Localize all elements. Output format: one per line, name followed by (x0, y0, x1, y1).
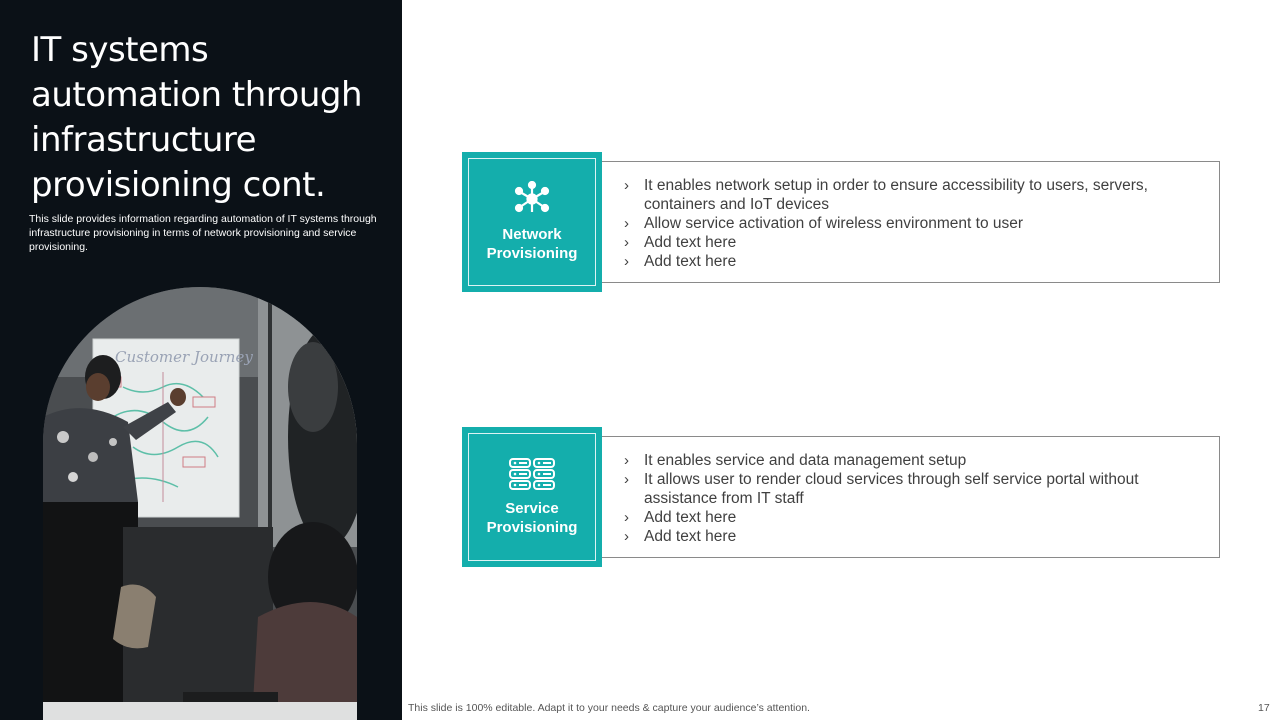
bullet-text: Allow service activation of wireless environment to user (644, 215, 1024, 232)
list-item (624, 470, 1184, 489)
list-item (624, 233, 1184, 252)
left-panel (0, 0, 402, 720)
bullet-text: assistance from IT staff (644, 490, 804, 507)
network-provisioning-label: Network Provisioning (486, 226, 578, 262)
bullet-text: Add text here (644, 528, 737, 545)
list-item (624, 214, 1184, 233)
footer-note: This slide is 100% editable. Adapt it to your needs & capture your audience’s attention. (408, 702, 810, 714)
list-item (624, 527, 1184, 546)
bullet-text: Add text here (644, 253, 737, 270)
network-nodes-icon (514, 181, 550, 217)
whiteboard-text: Customer Journey (115, 348, 253, 366)
service-provisioning-label: Service Provisioning (486, 500, 578, 536)
bullet-text: containers and IoT devices (644, 196, 829, 213)
bullet-text: Add text here (644, 509, 737, 526)
chevron-right-icon: › (624, 452, 629, 469)
title-line: automation through (31, 75, 362, 115)
chevron-right-icon: › (624, 234, 629, 251)
list-item (624, 508, 1184, 527)
bullet-text: It allows user to render cloud services through self service portal without (644, 471, 1139, 488)
chevron-right-icon: › (624, 215, 629, 232)
bullet-text: Add text here (644, 234, 737, 251)
chevron-right-icon: › (624, 471, 629, 488)
slide-title (31, 28, 401, 208)
server-stack-icon (508, 457, 556, 491)
network-provisioning-section (462, 152, 1222, 294)
network-bullet-list (624, 176, 1184, 271)
card-inner-border (468, 433, 596, 561)
list-item (624, 252, 1184, 271)
service-provisioning-section (462, 427, 1222, 569)
page-number: 17 (1258, 702, 1270, 714)
list-item (624, 451, 1184, 470)
service-provisioning-card (462, 427, 602, 567)
bullet-text: It enables service and data management setup (644, 452, 967, 469)
service-bullet-list (624, 451, 1184, 546)
list-item (624, 176, 1184, 195)
title-line: infrastructure (31, 120, 257, 160)
slide-description: This slide provides information regarding automation of IT systems through infrastructure provisioning in terms of network provisioning and service provisioning. (29, 213, 377, 253)
list-item-continuation (624, 489, 1184, 508)
arch-photo (43, 287, 357, 720)
office-whiteboard-photo (43, 287, 357, 720)
chevron-right-icon: › (624, 177, 629, 194)
bullet-text: It enables network setup in order to ensure accessibility to users, servers, (644, 177, 1148, 194)
list-item-continuation (624, 195, 1184, 214)
card-inner-border (468, 158, 596, 286)
title-line: IT systems (31, 30, 209, 70)
chevron-right-icon: › (624, 253, 629, 270)
network-provisioning-card (462, 152, 602, 292)
title-line: provisioning cont. (31, 165, 326, 205)
chevron-right-icon: › (624, 509, 629, 526)
chevron-right-icon: › (624, 528, 629, 545)
